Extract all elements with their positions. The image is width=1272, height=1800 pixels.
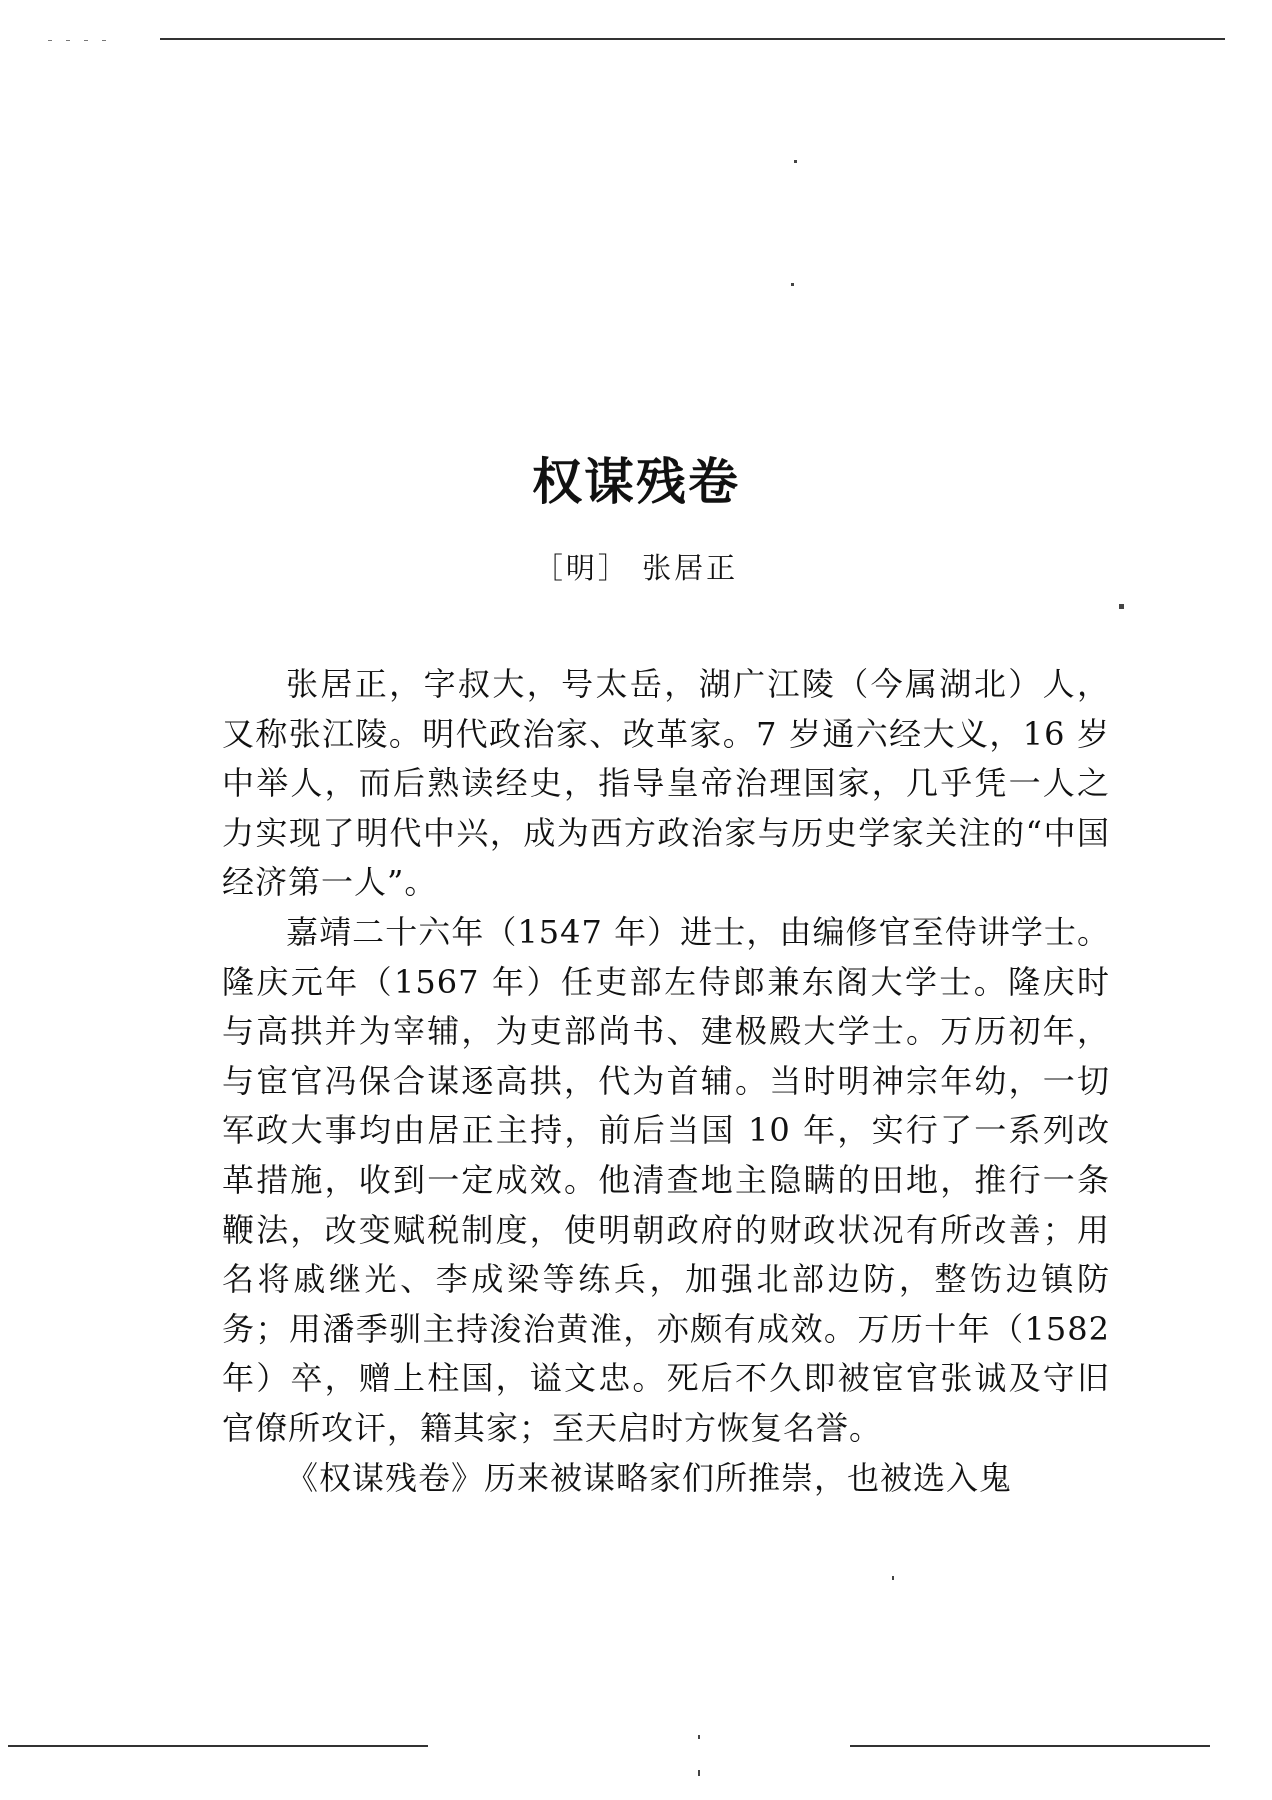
scan-speck — [791, 283, 794, 286]
scan-speck — [698, 1735, 700, 1739]
footer-rule-right — [850, 1745, 1210, 1747]
scan-speck — [1119, 604, 1124, 609]
scan-speck — [794, 160, 797, 163]
body-text — [222, 660, 1110, 1503]
page-title: 权谋残卷 — [532, 453, 740, 511]
paragraph: 《权谋残卷》历来被谋略家们所推崇，也被选入鬼 — [286, 1458, 1013, 1497]
header-rule — [160, 38, 1225, 40]
paragraph: 嘉靖二十六年（1547 年）进士，由编修官至侍讲学士。隆庆元年（1567 年）任吏部左侍郎兼东阁大学士。隆庆时与高拱并为宰辅，为吏部尚书、建极殿大学士。万历初年，与宦官冯保合谋逐高拱，代为首辅。当时明神宗年幼，一切军政大事均由居正主持，前后当国 10 年，实行了一系列改革措施，收到一定成效。他清查地主隐瞒的田地，推行一条鞭法，改变赋税制度，使明朝政府的财政状况有所改善；用名将戚继光、李成梁等练兵，加强北部边防，整饬边镇防务；用潘季驯主持浚治黄淮，亦颇有成效。万历十年（1582 年）卒，赠上柱国，谥文忠。死后不久即被宦官张诚及守旧官僚所攻讦，籍其家；至天启时方恢复名誉。 — [222, 912, 1110, 1447]
footer-rule-left — [8, 1745, 428, 1747]
scan-speck — [698, 1770, 700, 1776]
header-dash-rule — [48, 40, 108, 41]
scan-speck — [892, 1576, 894, 1580]
author-line: ［明］ 张居正 — [533, 551, 739, 585]
paragraph: 张居正，字叔大，号太岳，湖广江陵（今属湖北）人，又称张江陵。明代政治家、改革家。7 岁通六经大义，16 岁中举人，而后熟读经史，指导皇帝治理国家，几乎凭一人之力实现了明代中兴，成为西方政治家与历史学家关注的“中国经济第一人”。 — [222, 665, 1110, 902]
